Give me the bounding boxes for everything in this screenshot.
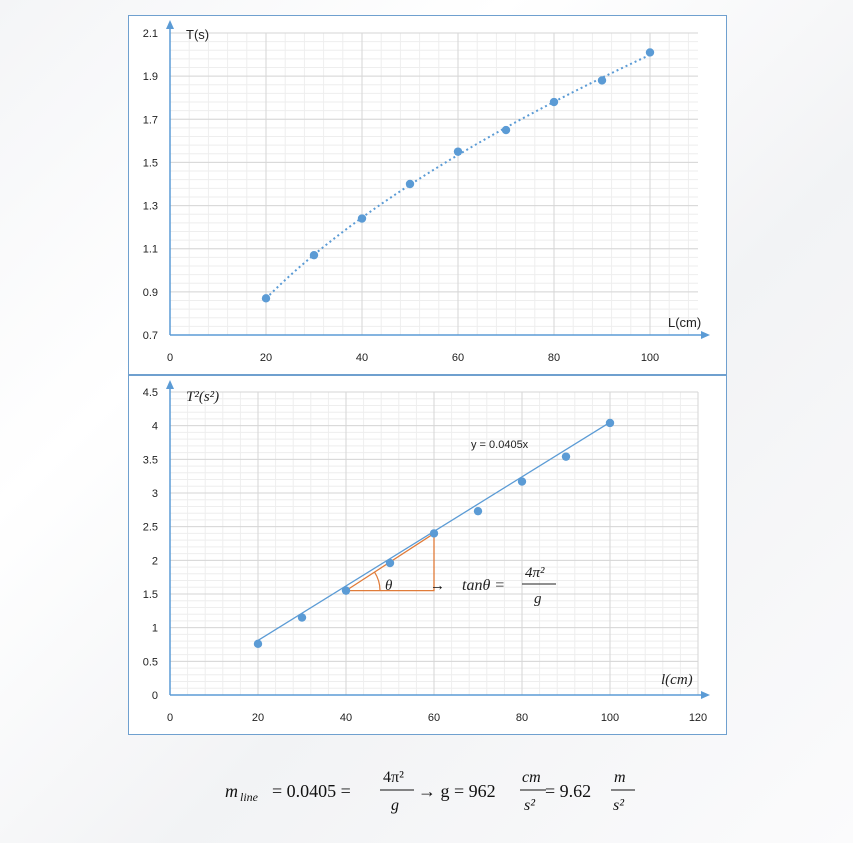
y-tick-label: 0.5 <box>142 656 158 669</box>
data-point <box>598 76 606 84</box>
data-point <box>310 251 318 259</box>
y-tick-label: 1.5 <box>142 589 158 601</box>
chart1-tick-labels <box>143 28 659 364</box>
y-tick-label: 1.9 <box>142 71 158 84</box>
x-tick-label: 0 <box>166 712 174 724</box>
data-point <box>502 126 510 134</box>
x-tick-label: 100 <box>600 712 620 724</box>
formula-frac1-denominator: g <box>391 797 399 814</box>
chart1-x-axis-title: L(cm) <box>668 315 702 330</box>
formula-equals-value: = 0.0405 = <box>272 781 351 801</box>
data-point <box>562 452 570 460</box>
chart2-x-axis-title: l(cm) <box>661 672 693 688</box>
x-tick-label: 100 <box>640 352 660 364</box>
x-tick-label: 80 <box>515 712 529 724</box>
x-tick-label: 20 <box>259 352 273 364</box>
y-tick-label: 3.5 <box>142 454 158 467</box>
chart2-x-axis-arrow <box>701 691 710 699</box>
x-tick-label: 60 <box>451 352 465 364</box>
formula-frac2-denominator: s² <box>524 797 536 814</box>
annotation-fraction-denominator: g <box>534 591 542 607</box>
formula-frac3-numerator: m <box>614 769 626 786</box>
data-point <box>406 180 414 188</box>
chart1-y-axis-title: T(s) <box>186 27 210 42</box>
y-tick-label: 4 <box>151 420 158 433</box>
y-tick-label: 0.7 <box>142 330 158 342</box>
result-formula <box>225 769 635 814</box>
data-point <box>550 98 558 106</box>
y-tick-label: 1.3 <box>142 200 158 213</box>
chart1-x-axis-arrow <box>701 331 710 339</box>
data-point <box>474 507 482 515</box>
x-tick-label: 40 <box>339 712 353 724</box>
y-tick-label: 0.9 <box>142 286 158 299</box>
data-point <box>606 419 614 427</box>
annotation-fraction-numerator: 4π² <box>525 565 545 581</box>
y-tick-label: 1.7 <box>142 114 158 127</box>
x-tick-label: 80 <box>547 352 561 364</box>
data-point <box>518 477 526 485</box>
formula-frac1-numerator: 4π² <box>383 769 404 786</box>
data-point <box>358 214 366 222</box>
formula-frac2-numerator: cm <box>522 769 541 786</box>
annotation-tan-theta: tanθ = <box>462 577 506 594</box>
y-tick-label: 1.5 <box>142 157 158 170</box>
angle-theta-label: θ <box>385 578 393 594</box>
data-point <box>298 613 306 621</box>
x-tick-label: 40 <box>355 352 369 364</box>
y-tick-label: 4.5 <box>142 387 158 399</box>
x-tick-label: 60 <box>427 712 441 724</box>
y-tick-label: 1 <box>151 622 158 635</box>
y-tick-label: 2 <box>151 555 158 568</box>
chart2-tick-labels <box>143 387 707 724</box>
x-tick-label: 20 <box>251 712 265 724</box>
data-point <box>386 559 394 567</box>
data-point <box>262 294 270 302</box>
chart2-y-axis-title: T²(s²) <box>186 389 220 405</box>
data-point <box>454 147 462 155</box>
data-point <box>254 640 262 648</box>
angle-arc <box>375 572 381 591</box>
formula-subscript: line <box>240 790 258 804</box>
y-tick-label: 2.5 <box>142 521 158 534</box>
y-tick-label: 1.1 <box>142 243 158 256</box>
formula-g-value: → g = 962 <box>418 781 496 801</box>
x-tick-label: 120 <box>688 712 708 724</box>
chart2-y-axis-arrow <box>166 380 174 389</box>
y-tick-label: 0 <box>151 690 158 702</box>
data-point <box>430 529 438 537</box>
annotation-arrow: → <box>430 578 445 594</box>
formula-frac3-denominator: s² <box>613 797 625 814</box>
y-tick-label: 3 <box>151 488 158 500</box>
chart2-axes <box>166 380 710 699</box>
chart1-y-axis-arrow <box>166 20 174 29</box>
y-tick-label: 2.1 <box>142 28 158 40</box>
chart1-grid <box>170 33 698 335</box>
data-point <box>342 586 350 594</box>
formula-m: m <box>225 781 238 801</box>
formula-g-converted: = 9.62 <box>545 781 592 801</box>
data-point <box>646 48 654 56</box>
x-tick-label: 0 <box>166 352 174 364</box>
chart2-trendline-equation: y = 0.0405x <box>471 439 529 451</box>
